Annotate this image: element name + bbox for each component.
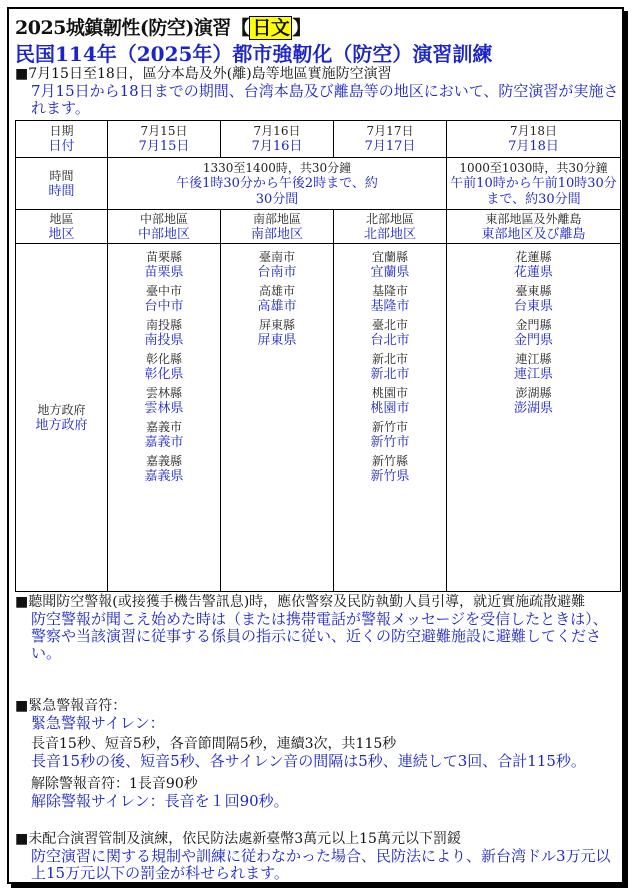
area-col-3: 北部地區 北部地区	[334, 210, 447, 244]
date-col-2: 7月16日 7月16日	[221, 121, 334, 158]
time-block-1: 1330至1400時，共30分鐘 午後1時30分から午後2時まで、約30分間	[108, 158, 447, 210]
siren-section	[15, 698, 619, 810]
gov-col-1	[108, 244, 221, 592]
city-name-zh: 臺中市	[145, 284, 182, 298]
release-zh: 解除警報音符：1長音90秒	[31, 776, 198, 792]
city-name-zh: 花蓮縣	[515, 250, 552, 264]
row-time	[16, 158, 621, 210]
city-name-ja: 台中市	[144, 299, 184, 314]
city-name-zh: 金門縣	[515, 318, 552, 332]
city-name-ja: 連江県	[513, 367, 553, 382]
date-col-4: 7月18日 7月18日	[447, 121, 621, 158]
city-entry	[449, 283, 618, 315]
city-name-ja: 金門県	[513, 333, 553, 348]
city-name-ja: 屏東県	[257, 333, 297, 348]
city-name-zh: 南投縣	[145, 318, 182, 332]
language-badge: 日文	[249, 16, 292, 40]
city-name-ja: 嘉義県	[144, 469, 184, 484]
area-col-2: 南部地區 南部地区	[221, 210, 334, 244]
city-name-zh: 嘉義縣	[145, 454, 182, 468]
city-entry	[449, 317, 618, 349]
time-label: 時間 時間	[16, 158, 108, 210]
city-name-ja: 台北市	[370, 333, 410, 348]
title-text: 2025城鎮韌性(防空)演習	[15, 17, 231, 39]
city-entry	[110, 351, 218, 383]
city-name-zh: 宜蘭縣	[371, 250, 408, 264]
city-entry	[336, 317, 444, 349]
city-name-ja: 彰化県	[144, 367, 184, 382]
city-entry	[110, 385, 218, 417]
city-entry	[110, 283, 218, 315]
area-label: 地區 地区	[16, 210, 108, 244]
city-entry	[223, 317, 331, 349]
city-entry	[449, 385, 618, 417]
siren-head-zh: ■緊急警報音符：	[15, 698, 127, 714]
schedule-table	[15, 120, 621, 592]
area-col-1: 中部地區 中部地区	[108, 210, 221, 244]
city-name-ja: 台東県	[513, 299, 553, 314]
penalty-section	[15, 831, 619, 882]
time-block-2: 1000至1030時，共30分鐘 午前10時から午前10時30分まで、約30分間	[447, 158, 621, 210]
city-name-zh: 苗栗縣	[145, 250, 182, 264]
city-entry	[449, 351, 618, 383]
city-name-ja: 桃園市	[370, 401, 410, 416]
city-name-zh: 新竹縣	[371, 454, 408, 468]
city-name-zh: 臺北市	[371, 318, 408, 332]
city-entry	[110, 317, 218, 349]
city-name-zh: 嘉義市	[145, 420, 182, 434]
city-name-ja: 澎湖県	[513, 401, 553, 416]
city-name-ja: 嘉義市	[144, 435, 184, 450]
date-col-1: 7月15日 7月15日	[108, 121, 221, 158]
city-name-zh: 高雄市	[258, 284, 295, 298]
city-name-zh: 屏東縣	[258, 318, 295, 332]
gov-col-4	[447, 244, 621, 592]
city-name-ja: 新竹県	[370, 469, 410, 484]
city-name-zh: 雲林縣	[145, 386, 182, 400]
penalty-zh: ■未配合演習管制及演練，依民防法處新臺幣3萬元以上15萬元以下罰鍰	[15, 831, 461, 847]
city-entry	[110, 419, 218, 451]
row-gov	[16, 244, 621, 592]
page-title	[15, 13, 311, 40]
gov-col-3	[334, 244, 447, 592]
city-entry	[110, 453, 218, 485]
city-name-ja: 南投県	[144, 333, 184, 348]
city-name-ja: 雲林県	[144, 401, 184, 416]
city-name-ja: 高雄市	[257, 299, 297, 314]
area-col-4: 東部地區及外離島 東部地区及び離島	[447, 210, 621, 244]
alarm-zh: ■聽聞防空警報(或接獲手機告警訊息)時，應依警察及民防執勤人員引導，就近實施疏散避難	[15, 594, 586, 610]
row-date	[16, 121, 621, 158]
city-name-ja: 花蓮県	[513, 265, 553, 280]
city-entry	[336, 453, 444, 485]
bracket-open: 【	[230, 17, 250, 39]
city-entry	[336, 385, 444, 417]
city-entry	[223, 249, 331, 281]
gov-label: 地方政府 地方政府	[16, 244, 108, 592]
city-name-ja: 新北市	[370, 367, 410, 382]
city-name-ja: 新竹市	[370, 435, 410, 450]
city-name-ja: 苗栗県	[144, 265, 184, 280]
city-name-zh: 桃園市	[371, 386, 408, 400]
date-col-3: 7月17日 7月17日	[334, 121, 447, 158]
intro-ja: 7月15日から18日までの期間、台湾本島及び離島等の地区において、防空演習が実施されます。	[31, 82, 619, 117]
city-name-zh: 臺東縣	[515, 284, 552, 298]
city-entry	[336, 419, 444, 451]
penalty-ja: 防空演習に関する規制や訓練に従わなかった場合、民防法により、新台湾ドル3万元以上15万元以下の罰金が科せられます。	[31, 847, 611, 882]
siren-body-zh: 長音15秒、短音5秒，各音節間隔5秒，連續3次，共115秒	[31, 736, 397, 752]
date-label: 日期 日付	[16, 121, 108, 158]
intro-section	[15, 66, 619, 117]
city-entry	[336, 351, 444, 383]
bracket-close: 】	[292, 17, 311, 39]
release-ja: 解除警報サイレン：長音を１回90秒。	[31, 792, 289, 810]
alarm-section	[15, 594, 619, 662]
city-name-zh: 新竹市	[371, 420, 408, 434]
city-entry	[223, 283, 331, 315]
siren-body-ja: 長音15秒の後、短音5秒、各サイレン音の間隔は5秒、連続して3回、合計115秒。	[31, 752, 586, 770]
intro-zh: ■7月15日至18日，區分本島及外(離)島等地區實施防空演習	[15, 66, 392, 82]
notice-frame	[7, 7, 624, 884]
alarm-ja: 防空警報が聞こえ始めた時は（または携帯電話が警報メッセージを受信したときは）、警察や当該演習に従事する係員の指示に従い、近くの防空避難施設に避難してください。	[31, 610, 608, 662]
city-name-ja: 基隆市	[370, 299, 410, 314]
gov-col-2	[221, 244, 334, 592]
city-entry	[449, 249, 618, 281]
city-name-zh: 澎湖縣	[515, 386, 552, 400]
city-name-zh: 連江縣	[515, 352, 552, 366]
city-name-zh: 彰化縣	[145, 352, 182, 366]
city-entry	[336, 283, 444, 315]
city-name-zh: 臺南市	[258, 250, 295, 264]
city-name-zh: 基隆市	[371, 284, 408, 298]
siren-head-ja: 緊急警報サイレン：	[31, 714, 165, 732]
city-name-ja: 宜蘭県	[370, 265, 410, 280]
city-entry	[110, 249, 218, 281]
city-name-zh: 新北市	[371, 352, 408, 366]
city-name-ja: 台南市	[257, 265, 297, 280]
row-area	[16, 210, 621, 244]
city-entry	[336, 249, 444, 281]
page-subtitle: 民国114年（2025年）都市強靭化（防空）演習訓練	[15, 42, 493, 66]
